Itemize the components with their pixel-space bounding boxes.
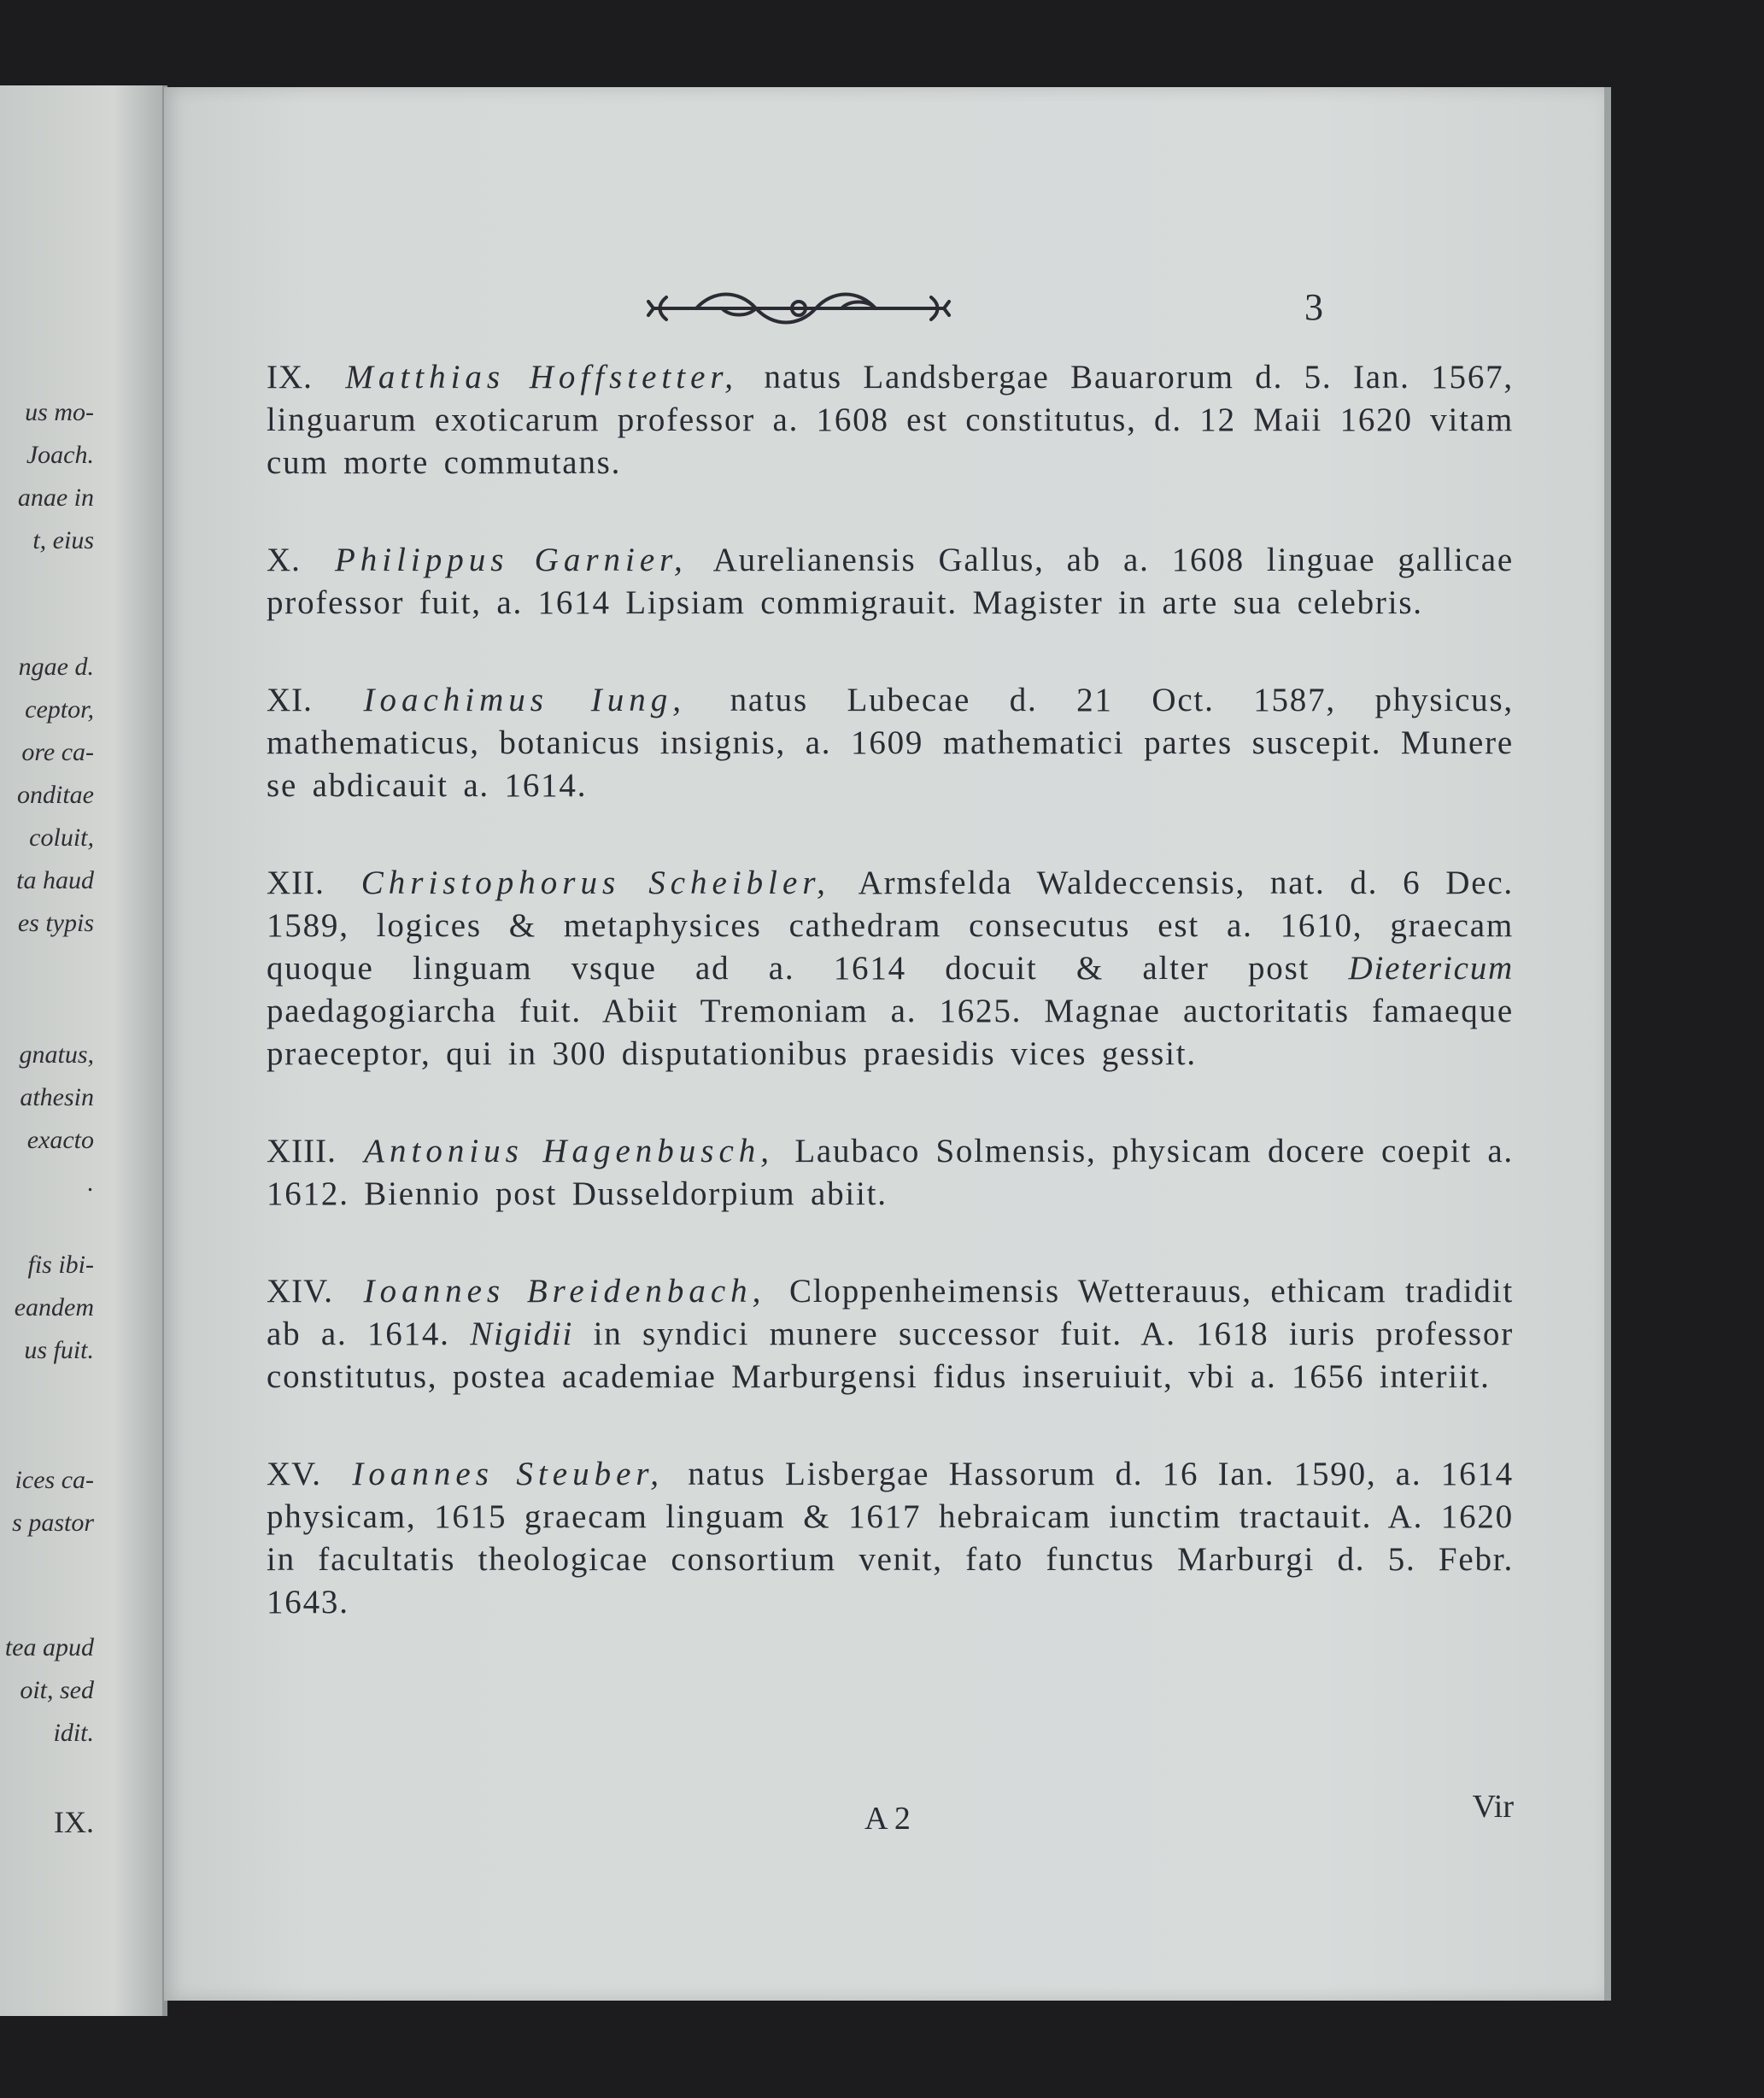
left-line: oit, sed [20,1676,94,1704]
entry-numeral: XIV. [267,1273,334,1310]
entry-numeral: IX. [267,359,313,396]
left-line: us mo- [25,398,94,426]
entry-text [267,679,1514,807]
entry-ix [267,356,1514,484]
entry-body: in syndici munere successor fuit. A. 1618 iuris professor constitutus, postea academiae Marburgensi fidus inseruiuit, vbi a. 1656 interiit. [267,1316,1514,1395]
entry-numeral: XI. [267,682,313,718]
fleuron-ornament-icon [645,282,952,335]
left-line: athesin [20,1083,94,1111]
entry-list [267,356,1514,1679]
person-name: Christophorus Scheibler, [360,864,830,901]
left-line: anae in [17,483,94,512]
left-line: tea apud [4,1633,94,1661]
person-name: Ioannes Steuber, [352,1456,664,1492]
entry-xiii [267,1130,1514,1216]
left-line: ices ca- [15,1466,94,1494]
entry-text [267,862,1514,1075]
entry-xiv [267,1270,1514,1398]
entry-italic-name: Nigidii [470,1316,574,1352]
entry-body: paedagogiarcha fuit. Abiit Tremoniam a. 1625. Magnae auctoritatis famaeque praeceptor, qui in 300 disputationibus praesidis vices gessit. [267,993,1514,1072]
left-line: coluit, [29,823,94,852]
entry-numeral: XII. [267,864,325,901]
right-page [164,87,1611,2001]
person-name: Ioachimus Iung, [363,682,686,718]
entry-xi [267,679,1514,807]
person-name: Philippus Garnier, [334,542,688,578]
entry-body: Cloppenheimensis Wetterauus, ethicam tradidit ab a. 1614. [267,1273,1514,1352]
entry-body: natus Lubecae d. 21 Oct. 1587, physicus, mathematicus, botanicus insignis, a. 1609 mathematici partes suscepit. Munere se abdicauit a. 1614. [267,682,1514,804]
entry-numeral: XIII. [267,1133,337,1169]
left-line: ta haud [16,866,94,894]
entry-body: Armsfelda Waldeccensis, nat. d. 6 Dec. 1589, logices & metaphysices cathedram consecutus est a. 1610, graecam quoque linguam vsque ad a. 1614 docuit & alter post [267,864,1514,987]
left-catchword: IX. [54,1805,94,1839]
entry-text [267,1453,1514,1624]
person-name: Antonius Hagenbusch, [364,1133,775,1169]
left-line: s pastor [12,1509,94,1537]
person-name: Ioannes Breidenbach, [363,1273,766,1310]
left-line: t, eius [32,526,94,554]
left-line: ceptor, [25,695,94,724]
entry-text [267,539,1514,624]
entry-text [267,1270,1514,1398]
entry-text [267,1130,1514,1216]
entry-text [267,356,1514,484]
entry-numeral: X. [267,542,301,578]
page-footer [267,1789,1514,1851]
entry-body: natus Landsbergae Bauarorum d. 5. Ian. 1567, linguarum exoticarum professor a. 1608 est constitutus, d. 12 Maii 1620 vitam cum morte commutans. [267,359,1514,481]
entry-italic-name: Dietericum [1348,950,1514,987]
left-line: fis ibi- [27,1251,94,1279]
left-line: es typis [17,909,94,937]
entry-body: natus Lisbergae Hassorum d. 16 Ian. 1590, a. 1614 physicam, 1615 graecam linguam & 1617 hebraicam iunctim tractauit. A. 1620 in facultatis theologicae consortium venit, fato functus Marburgi d. 5. Febr. 1643. [267,1456,1514,1620]
left-line: gnatus, [19,1040,94,1069]
entry-numeral: XV. [267,1456,322,1492]
left-line: eandem [14,1293,94,1322]
entry-xv [267,1453,1514,1624]
left-line: idit. [53,1719,94,1747]
entry-body: Laubaco Solmensis, physicam docere coepit a. 1612. Biennio post Dusseldorpium abiit. [267,1133,1514,1212]
left-line: ngae d. [18,653,94,681]
left-line: Joach. [26,441,94,469]
entry-xii [267,862,1514,1075]
signature-mark: A 2 [864,1801,911,1837]
entry-body: Aurelianensis Gallus, ab a. 1608 linguae gallicae professor fuit, a. 1614 Lipsiam commigrauit. Magister in arte sua celebris. [267,542,1514,621]
left-line: us fuit. [24,1336,94,1364]
left-line: onditae [17,781,94,809]
entry-x [267,539,1514,624]
page-number: 3 [1304,286,1323,328]
left-line: exacto [26,1126,94,1154]
left-page [0,85,167,2016]
left-line: . [87,1169,94,1197]
left-line: ore ca- [21,738,94,766]
catchword: Vir [1472,1789,1514,1825]
person-name: Matthias Hoffstetter, [345,359,739,396]
